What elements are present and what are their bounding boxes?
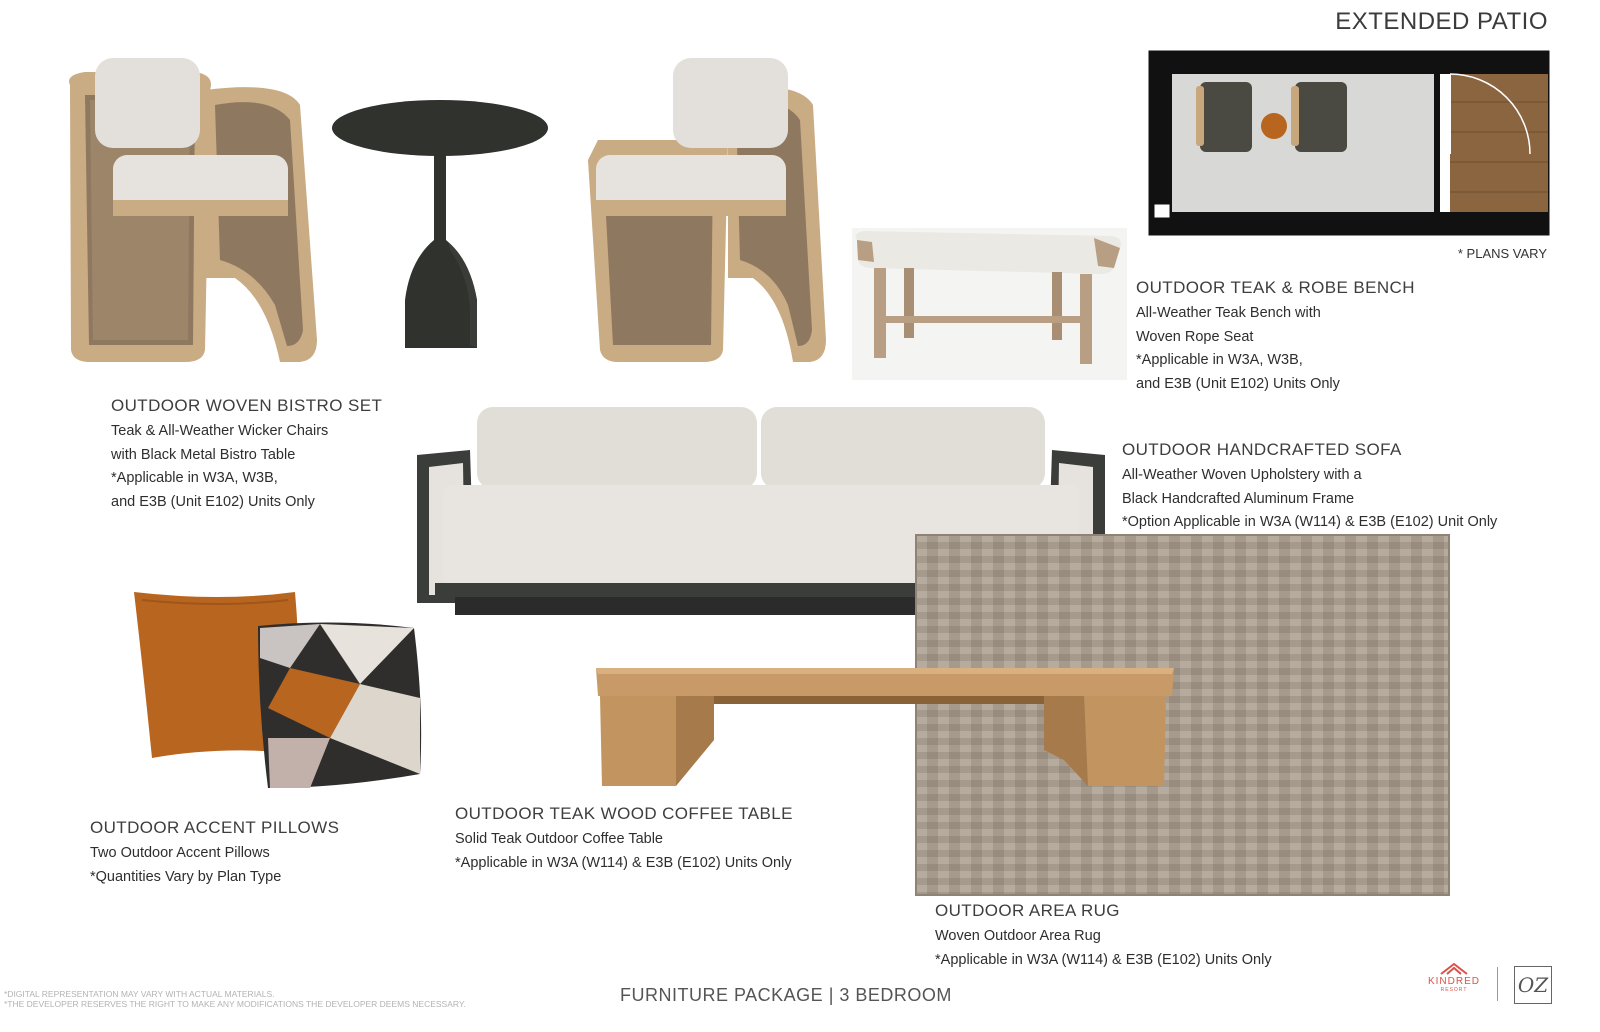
coffee-table-line: *Applicable in W3A (W114) & E3B (E102) Units Only	[455, 854, 792, 871]
floor-plan-image	[1150, 52, 1548, 234]
oz-logo: OZ	[1514, 966, 1552, 1004]
sofa-line: *Option Applicable in W3A (W114) & E3B (E102) Unit Only	[1122, 514, 1498, 530]
bench-line: All-Weather Teak Bench with	[1136, 305, 1321, 321]
bench-line: Woven Rope Seat	[1136, 328, 1254, 345]
pillows-line: Two Outdoor Accent Pillows	[90, 845, 270, 861]
brand-name: KINDRED	[1427, 976, 1480, 987]
disclaimer-line: *DIGITAL REPRESENTATION MAY VARY WITH ACTUAL MATERIALS.	[4, 989, 275, 999]
coffee-table-line: Solid Teak Outdoor Coffee Table	[455, 831, 663, 847]
bistro-line: and E3B (Unit E102) Units Only	[111, 493, 315, 510]
bench-description	[1136, 278, 1415, 396]
disclaimer-line: *THE DEVELOPER RESERVES THE RIGHT TO MAKE ANY MODIFICATIONS THE DEVELOPER DEEMS NECESSARY.	[4, 999, 466, 1009]
bistro-chair-right-image	[578, 50, 833, 370]
rug-description	[935, 901, 1272, 972]
kindred-logo-mark-icon	[1439, 962, 1469, 976]
rug-line: *Applicable in W3A (W114) & E3B (E102) Units Only	[935, 951, 1272, 968]
bench-title: OUTDOOR TEAK & ROBE BENCH	[1136, 278, 1415, 297]
bench-line: and E3B (Unit E102) Units Only	[1136, 375, 1340, 392]
bistro-description	[111, 396, 382, 514]
disclaimer	[4, 989, 466, 1009]
brand-divider	[1497, 967, 1498, 1001]
sofa-line: Black Handcrafted Aluminum Frame	[1122, 490, 1355, 507]
plans-vary-note: * PLANS VARY	[1457, 246, 1547, 261]
rug-line: Woven Outdoor Area Rug	[935, 928, 1101, 944]
rope-bench-image	[852, 228, 1127, 380]
sofa-description	[1122, 440, 1497, 535]
bistro-line: *Applicable in W3A, W3B,	[111, 470, 278, 486]
bistro-chair-left-image	[55, 50, 330, 370]
page-title: EXTENDED PATIO	[1335, 8, 1548, 35]
sofa-title: OUTDOOR HANDCRAFTED SOFA	[1122, 440, 1402, 459]
rug-title: OUTDOOR AREA RUG	[935, 901, 1120, 920]
footer-title: FURNITURE PACKAGE | 3 BEDROOM	[620, 985, 952, 1005]
bistro-table-image	[330, 100, 555, 355]
bistro-line: with Black Metal Bistro Table	[111, 446, 296, 463]
kindred-logo	[1418, 962, 1490, 993]
coffee-table-description	[455, 804, 793, 875]
coffee-table-image	[594, 660, 1176, 790]
coffee-table-title: OUTDOOR TEAK WOOD COFFEE TABLE	[455, 804, 793, 823]
bistro-title: OUTDOOR WOVEN BISTRO SET	[111, 396, 383, 415]
accent-pillows-image	[130, 588, 425, 793]
brand-sub: RESORT	[1440, 987, 1468, 993]
pillows-line: *Quantities Vary by Plan Type	[90, 868, 282, 885]
pillows-title: OUTDOOR ACCENT PILLOWS	[90, 818, 340, 837]
bistro-line: Teak & All-Weather Wicker Chairs	[111, 423, 329, 439]
bench-line: *Applicable in W3A, W3B,	[1136, 352, 1303, 368]
pillows-description	[90, 818, 339, 889]
sofa-line: All-Weather Woven Upholstery with a	[1122, 467, 1362, 483]
